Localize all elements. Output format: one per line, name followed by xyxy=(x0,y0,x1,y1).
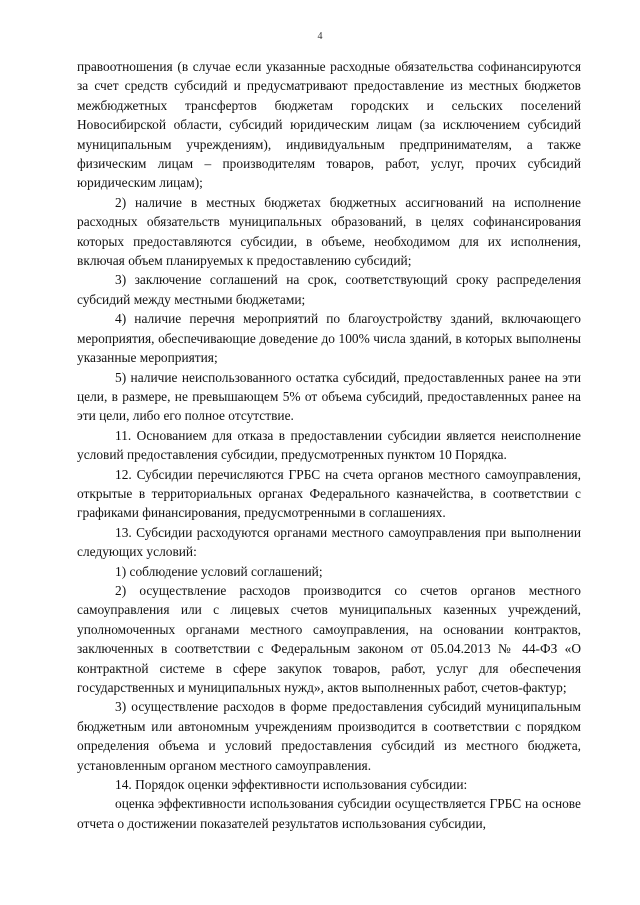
paragraph-clause-14: 14. Порядок оценки эффективности использования субсидии: xyxy=(115,777,468,793)
paragraph-continuation: правоотношения (в случае если указанные расходные обязательства софинансируются за счет средств субсидий и предусматривают предоставление из местных бюджетов межбюджетных трансфертов бюджетам городских и сельских поселений Новосибирской области, субсидий юридическим лицам (за исключением субсидий муниципальным учреждениям), индивидуальным предпринимателям, а также физическим лицам – производителям товаров, работ, услуг, прочих субсидий юридическим лицам); xyxy=(77,59,581,191)
paragraph-condition-4: 4) наличие перечня мероприятий по благоустройству зданий, включающего мероприятия, обеспечивающие доведение до 100% числа зданий, в которых выполнены указанные мероприятия; xyxy=(77,311,581,366)
paragraph-condition-3: 3) заключение соглашений на срок, соответствующий сроку распределения субсидий между местными бюджетами; xyxy=(77,272,581,307)
paragraph-condition-5: 5) наличие неиспользованного остатка субсидий, предоставленных ранее на эти цели, в размере, не превышающем 5% от объема субсидий, предоставленных ранее на эти цели, либо его полное отсутствие. xyxy=(77,369,581,424)
paragraph-clause-13-item-3: 3) осуществление расходов в форме предоставления субсидий муниципальным бюджетным или автономным учреждениям производится в соответствии с порядком определения объема и условий предоставления субсидий из местного бюджета, установленным органом местного самоуправления. xyxy=(77,699,581,773)
paragraph-condition-2: 2) наличие в местных бюджетах бюджетных ассигнований на исполнение расходных обязательств муниципальных образований, в целях софинансирования которых предоставляются субсидии, в объеме, необходимом для их исполнения, включая объем планируемых к предоставлению субсидий; xyxy=(77,194,581,269)
paragraph-clause-13: 13. Субсидии расходуются органами местного самоуправления при выполнении следующих условий: xyxy=(77,524,581,560)
page-number: 4 xyxy=(317,31,323,42)
paragraph-clause-12: 12. Субсидии перечисляются ГРБС на счета органов местного самоуправления, открытые в территориальных органах Федерального казначейства, в соответствии с графиками финансирования, предусмотренными в соглашениях. xyxy=(77,466,581,521)
document-body xyxy=(77,57,581,833)
paragraph-clause-13-item-2: 2) осуществление расходов производится со счетов органов местного самоуправления или с лицевых счетов муниципальных казенных учреждений, уполномоченных органами местного самоуправления, на основании контрактов, заключенных в соответствии с Федеральным законом от 05.04.2013 № 44-ФЗ «О контрактной системе в сфере закупок товаров, работ, услуг для обеспечения государственных и муниципальных нужд», актов выполненных работ, счетов-фактур; xyxy=(77,582,581,695)
paragraph-clause-14-text: оценка эффективности использования субсидии осуществляется ГРБС на основе отчета о достижении показателей результатов использования субсидии, xyxy=(77,796,581,831)
paragraph-clause-13-item-1: 1) соблюдение условий соглашений; xyxy=(115,563,323,579)
paragraph-clause-11: 11. Основанием для отказа в предоставлении субсидии является неисполнение условий предоставления субсидии, предусмотренных пунктом 10 Порядка. xyxy=(77,427,581,463)
